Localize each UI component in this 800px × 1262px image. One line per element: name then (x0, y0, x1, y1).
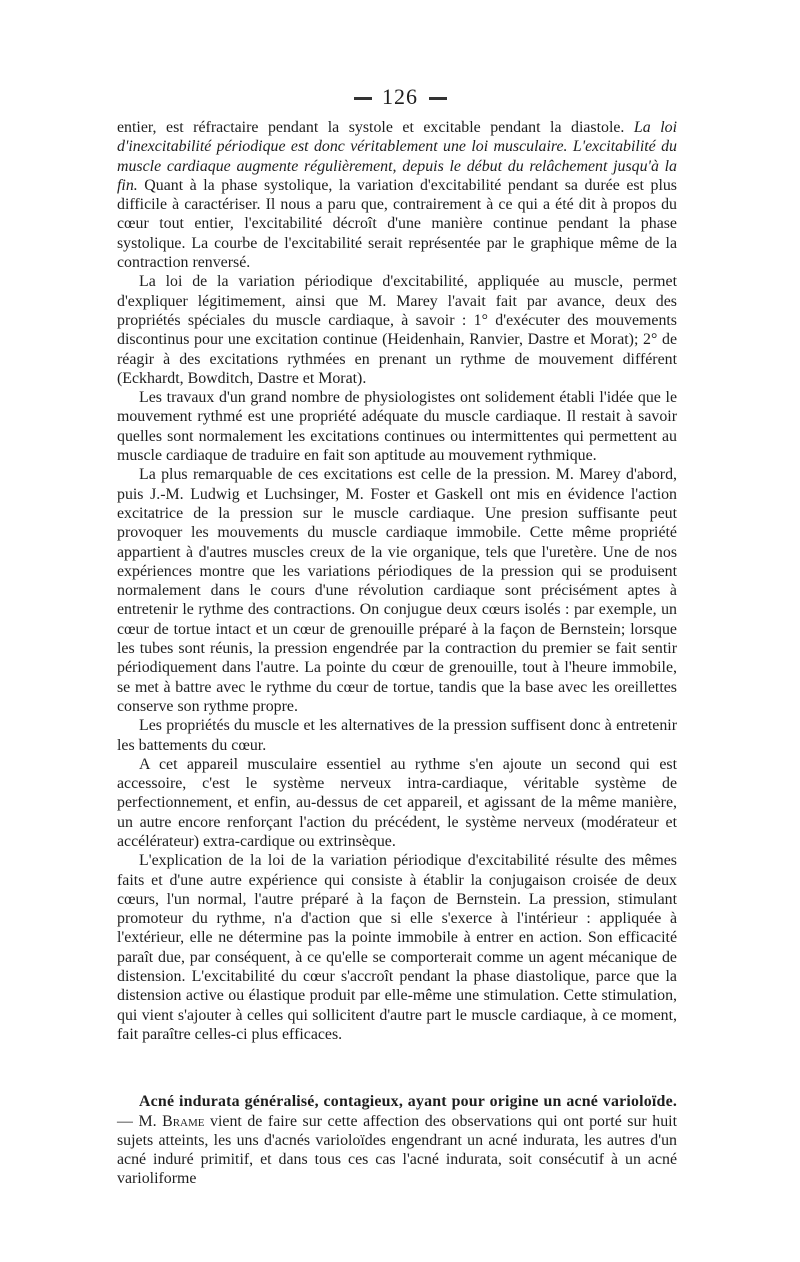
body-text (117, 118, 677, 1189)
article-paragraph (117, 1092, 677, 1188)
paragraph-1-italic: La loi d'inexcitabilité périodique est donc véritablement une loi musculaire. L'excitabilité du muscle cardiaque augmente régulièrement, depuis le début du relâchement jusqu'à la fin. (117, 119, 677, 194)
paragraph-5: Les propriétés du muscle et les alternatives de la pression suffisent donc à entretenir les battements du cœur. (117, 717, 677, 754)
paragraph-1-end: Quant à la phase systolique, la variation d'excitabilité pendant sa durée est plus difficile à caractériser. Il nous a paru que, contrairement à ce qui a été dit à propos du cœur tout entier, l'excitabilité décroît d'une manière continue pendant la phase systolique. La courbe de l'excitabilité serait représentée par le graphique même de la contraction renversé. (117, 176, 677, 272)
paragraph-6: A cet appareil musculaire essentiel au rythme s'en ajoute un second qui est accessoire, c'est le système nerveux intra-cardiaque, véritable système de perfectionnement, et enfin, au-dessus de cet appareil, et agissant de la même manière, un autre encore renforçant l'action du précédent, le système nerveux (modérateur et accélérateur) extra-cardique ou extrinsèque. (117, 755, 677, 850)
article-author: Brame (162, 1112, 205, 1130)
folio-ornament-left (354, 97, 372, 100)
article-dash: — M. (117, 1112, 163, 1130)
paragraph-4: La plus remarquable de ces excitations est celle de la pression. M. Marey d'abord, puis J.-M. Ludwig et Luchsinger, M. Foster et Gaskell ont mis en évidence l'action excitatrice de la pression sur le muscle cardiaque. Une presion suffisante peut provoquer les mouvements du muscle cardiaque immobile. Cette même propriété appartient à d'autres muscles creux de la vie organique, tels que l'uretère. Une de nos expériences montre que les variations périodiques de la pression qui se produisent normalement dans le cours d'une révolution cardiaque sont précisément aptes à entretenir le rythme des contractions. On conjugue deux cœurs isolés : par exemple, un cœur de tortue intact et un cœur de grenouille préparé à la façon de Bernstein; lorsque les tubes sont réunis, la pression engendrée par la contraction du premier se fait sentir périodiquement dans l'autre. La pointe du cœur de grenouille, tout à l'heure immobile, se met à battre avec le rythme du cœur de tortue, tandis que la base avec les oreillettes conserve son rythme propre. (117, 466, 677, 715)
paragraph-1-start: entier, est réfractaire pendant la systole et excitable pendant la diastole. (117, 119, 634, 136)
paragraph-2: La loi de la variation périodique d'excitabilité, appliquée au muscle, permet d'expliquer légitimement, ainsi que M. Marey l'avait fait par avance, deux des propriétés spéciales du muscle cardiaque, à savoir : 1° d'exécuter des mouvements discontinus pour une excitation continue (Heidenhain, Ranvier, Dastre et Morat); 2° de réagir à des excitations rythmées en prenant un rythme de mouvement différent (Eckhardt, Bowditch, Dastre et Morat). (117, 273, 677, 387)
page-number-text: 126 (382, 84, 418, 109)
page-number (0, 84, 800, 110)
folio-ornament-right (429, 97, 447, 100)
paragraph-1 (117, 118, 677, 272)
article-heading: Acné indurata généralisé, contagieux, ayant pour origine un acné varioloïde. (139, 1093, 677, 1111)
section-gap (117, 1044, 677, 1092)
article-body: vient de faire sur cette affection des observations qui ont porté sur huit sujets atteints, les uns d'acnés varioloïdes engendrant un acné indurata, les autres d'un acné induré primitif, et dans tous ces cas l'acné indurata, soit consécutif à un acné varioliforme (117, 1112, 677, 1188)
paragraph-3: Les travaux d'un grand nombre de physiologistes ont solidement établi l'idée que le mouvement rythmé est une propriété adéquate du muscle cardiaque. Il restait à savoir quelles sont normalement les excitations continues ou intermittentes qui permettent au muscle cardiaque de traduire en fait son aptitude au mouvement rythmique. (117, 389, 677, 465)
paragraph-7: L'explication de la loi de la variation périodique d'excitabilité résulte des mêmes faits et d'une autre expérience qui consiste à établir la conjugaison croisée de deux cœurs, l'un normal, l'autre préparé à la façon de Bernstein. La pression, stimulant promoteur du rythme, n'a d'action que si elle s'exerce à l'intérieur : appliquée à l'extérieur, elle ne détermine pas la pointe immobile à entrer en action. Son efficacité paraît due, par conséquent, à ce qu'elle se comporterait comme un agent mécanique de distension. L'excitabilité du cœur s'accroît pendant la phase diastolique, parce que la distension active ou élastique produit par elle-même une stimulation. Cette stimulation, qui vient s'ajouter à celles qui sollicitent d'autre part le muscle cardiaque, à ce moment, fait paraître celles-ci plus efficaces. (117, 852, 677, 1043)
